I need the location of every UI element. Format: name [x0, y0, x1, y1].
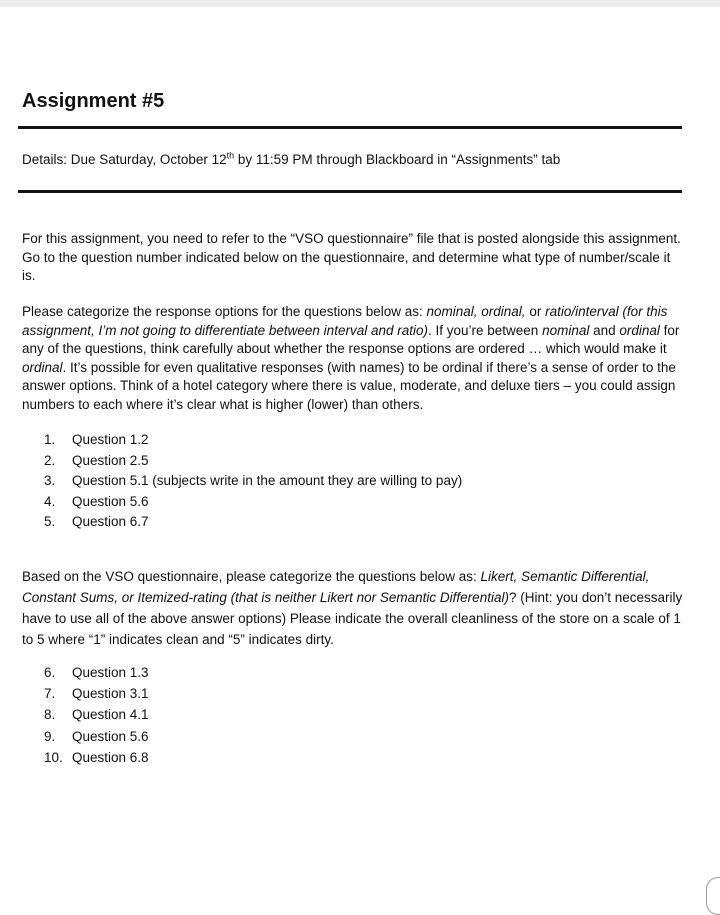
- details-divider: [18, 190, 682, 193]
- list-text: Question 6.7: [72, 514, 149, 529]
- title-divider: [18, 126, 682, 129]
- page-title: Assignment #5: [22, 90, 165, 112]
- list-item: [44, 686, 149, 707]
- list-item: [44, 750, 149, 771]
- list-number: 1.: [44, 432, 56, 447]
- list-text: Question 4.1: [72, 707, 149, 723]
- text-run: . If you’re between: [427, 322, 543, 338]
- details-line: [22, 152, 560, 167]
- list-number: 6.: [44, 665, 56, 680]
- list-item: [44, 729, 149, 750]
- list-item: [44, 494, 462, 515]
- list-number: 3.: [44, 473, 56, 488]
- list-item: [44, 707, 149, 728]
- italic-run: nominal: [542, 322, 590, 338]
- text-run: ? (Hint: you don’t necessarily have to use all of the above answer options) Please indicate the overall cleanliness of the store on a scale of 1 to 5 where “1” indicates clean and “5” indicates dirty.: [22, 590, 683, 647]
- question-list-1: [44, 432, 462, 535]
- list-text: Question 1.3: [72, 665, 149, 680]
- italic-run: Likert, Semantic Differential, Constant Sums, or Itemized-rating (that is neither Likert nor Semantic Differential): [22, 569, 650, 605]
- list-number: 5.: [44, 514, 56, 529]
- scroll-handle[interactable]: [706, 877, 720, 915]
- list-text: Question 3.1: [72, 686, 149, 702]
- list-item: [44, 665, 149, 686]
- list-number: 10.: [44, 749, 63, 765]
- details-suffix: by 11:59 PM through Blackboard in “Assignments” tab: [234, 152, 561, 167]
- italic-run: ordinal: [22, 359, 63, 375]
- list-text: Question 5.6: [72, 728, 149, 744]
- italic-run: ordinal: [619, 322, 660, 338]
- list-text: Question 6.8: [72, 749, 149, 765]
- categorize-paragraph-2: [22, 566, 686, 650]
- details-superscript: th: [226, 150, 235, 161]
- list-text: Question 1.2: [72, 432, 149, 447]
- list-number: 7.: [44, 686, 56, 702]
- categorize-paragraph-1: [22, 303, 686, 414]
- intro-paragraph: For this assignment, you need to refer to the “VSO questionnaire” file that is posted alongside this assignment. Go to the question number indicated below on the questionnaire, and determine what type of number/scale it is.: [22, 231, 681, 283]
- text-run: or: [525, 304, 546, 319]
- text-run: Based on the VSO questionnaire, please categorize the questions below as:: [22, 569, 481, 584]
- list-number: 4.: [44, 493, 56, 509]
- italic-run: nominal, ordinal,: [426, 304, 526, 319]
- list-item: [44, 432, 462, 453]
- question-list-2: [44, 665, 149, 771]
- list-item: [44, 473, 462, 494]
- italic-run: ratio/interval (for this assignment, I’m not going to differentiate between interval and ratio): [22, 304, 668, 338]
- list-text: Question 5.1 (subjects write in the amount they are willing to pay): [72, 473, 463, 488]
- details-prefix: Details: Due Saturday, October 12: [22, 152, 227, 167]
- text-run: Please categorize the response options for the questions below as:: [22, 304, 427, 319]
- text-run: . It’s possible for even qualitative responses (with names) to be ordinal if there’s a sense of order to the answer options. Think of a hotel category where there is value, moderate, and deluxe tiers – you could assign numbers to each where it’s clear what is higher (lower) than others.: [22, 359, 676, 412]
- list-number: 8.: [44, 707, 56, 723]
- list-text: Question 2.5: [72, 452, 149, 468]
- list-text: Question 5.6: [72, 493, 149, 509]
- list-number: 9.: [44, 728, 56, 744]
- list-number: 2.: [44, 452, 56, 468]
- text-run: and: [589, 322, 620, 338]
- text-run: for any of the questions, think carefully about whether the response options are ordered … which would make it: [22, 322, 680, 356]
- list-item: [44, 514, 462, 535]
- list-item: [44, 453, 462, 474]
